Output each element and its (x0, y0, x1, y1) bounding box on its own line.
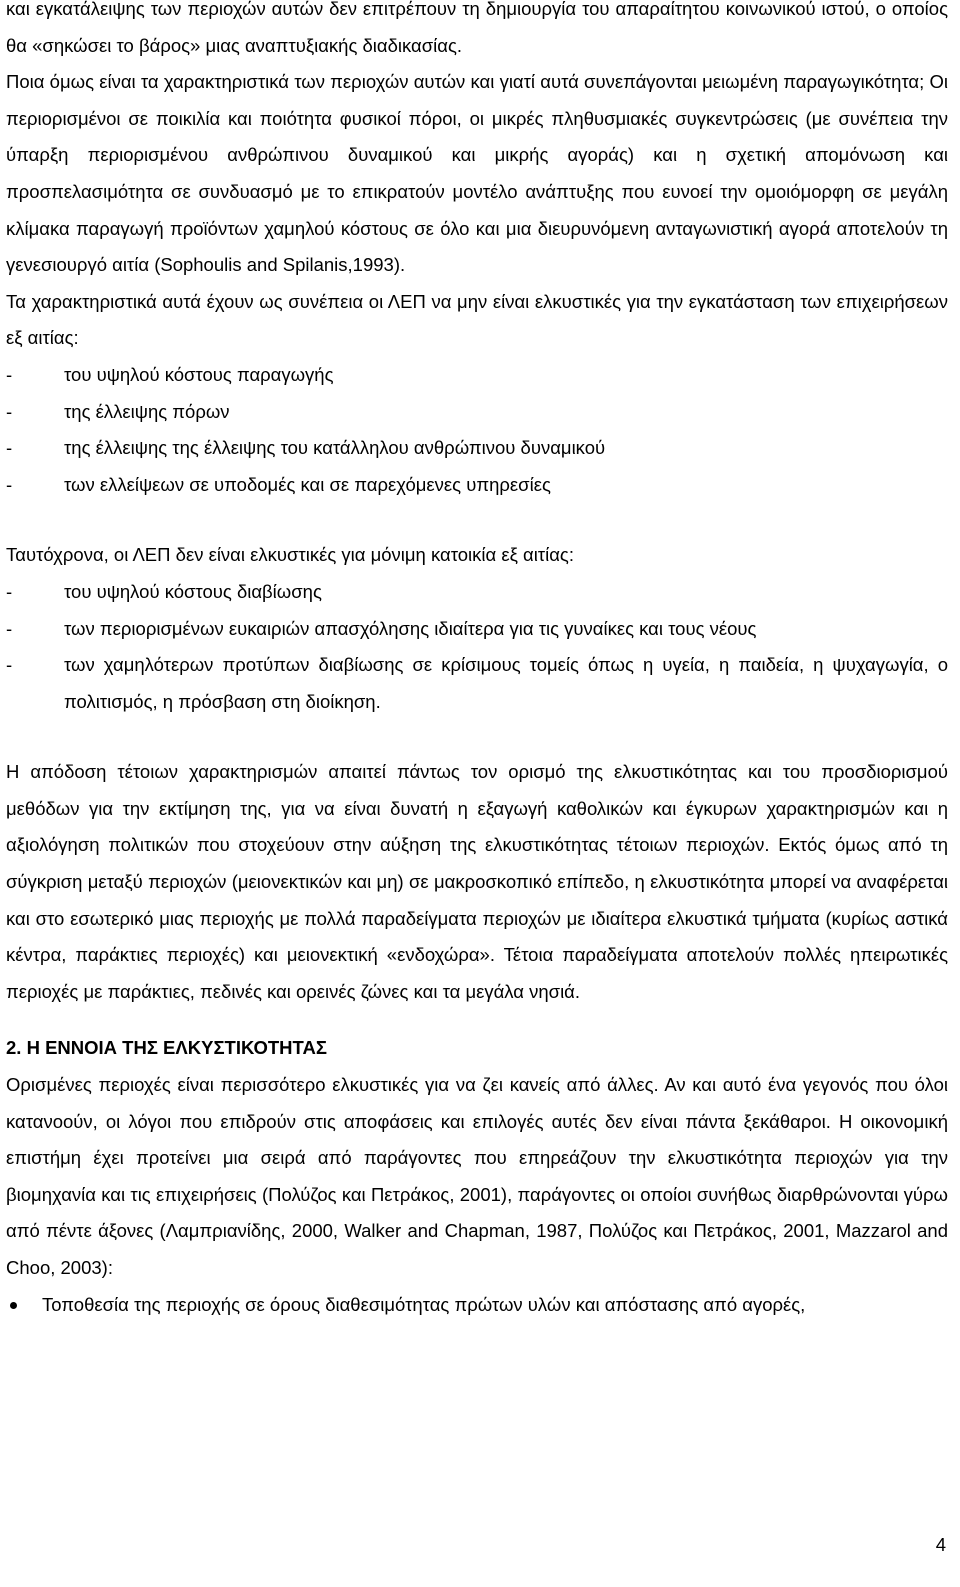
list-residence-reasons (6, 574, 948, 720)
page-number: 4 (935, 1534, 946, 1555)
list-item-text: Τοποθεσία της περιοχής σε όρους διαθεσιμότητας πρώτων υλών και απόστασης από αγορές, (42, 1293, 806, 1315)
paragraph-attractiveness-definition: Η απόδοση τέτοιων χαρακτηρισμών απαιτεί πάντως τον ορισμό της ελκυστικότητας και του προσδιορισμού μεθόδων για την εκτίμηση της, για να είναι δυνατή η εξαγωγή καθολικών και έγκυρων χαρακτηρισμών και η αξιολόγηση πολιτικών που στοχεύουν στην αύξηση της ελκυστικότητας τέτοιων περιοχών. Εκτός όμως από τη σύγκριση μεταξύ περιοχών (μειονεκτικών και μη) σε μακροσκοπικό επίπεδο, η ελκυστικότητα μπορεί να αναφέρεται και στο εσωτερικό μιας περιοχής με πολλά παραδείγματα περιοχών με ιδιαίτερα ελκυστικά τμήματα (κυρίως αστικά κέντρα, παράκτιες περιοχές) και μειονεκτική «ενδοχώρα». Τέτοια παραδείγματα αποτελούν πολλές ηπειρωτικές περιοχές με παράκτιες, πεδινές και ορεινές ζώνες και τα μεγάλα νησιά. (6, 761, 948, 1002)
spacer (6, 1010, 948, 1030)
list-business-reasons (6, 357, 948, 503)
list-item: - των χαμηλότερων προτύπων διαβίωσης σε κρίσιμους τομείς όπως η υγεία, η παιδεία, η ψυχαγωγία, ο πολιτισμός, η πρόσβαση στη διοίκηση. (6, 647, 948, 720)
section-heading: 2. Η ΕΝΝΟΙΑ ΤΗΣ ΕΛΚΥΣΤΙΚΟΤΗΤΑΣ (6, 1037, 327, 1059)
list-item: - της έλλειψης της έλλειψης του κατάλληλου ανθρώπινου δυναμικού (6, 430, 948, 467)
list-item (6, 1287, 948, 1324)
bullet-list-factors (6, 1287, 948, 1324)
list-item: - των ελλείψεων σε υποδομές και σε παρεχόμενες υπηρεσίες (6, 467, 948, 504)
paragraph-business-consequences: Τα χαρακτηριστικά αυτά έχουν ως συνέπεια οι ΛΕΠ να μην είναι ελκυστικές για την εγκατάσταση των επιχειρήσεων εξ αιτίας: (6, 290, 948, 349)
paragraph-attractiveness-factors: Ορισμένες περιοχές είναι περισσότερο ελκυστικές για να ζει κανείς από άλλες. Αν και αυτό ένα γεγονός που όλοι κατανοούν, οι λόγοι που επιδρούν στις αποφάσεις και επιλογές αυτές δεν είναι πάντα ξεκάθαροι. Η οικονομική επιστήμη έχει προτείνει μια σειρά από παράγοντες που επηρεάζουν την ελκυστικότητα περιοχών για την βιομηχανία και τις επιχειρήσεις (Πολύζος και Πετράκος, 2001), παράγοντες οι οποίοι συνήθως διαρθρώνονται γύρω από πέντε άξονες (Λαμπριανίδης, 2000, Walker and Chapman, 1987, Πολύζος και Πετράκος, 2001, Mazzarol and Choo, 2003): (6, 1074, 948, 1278)
list-item: - της έλλειψης πόρων (6, 394, 948, 431)
paragraph-characteristics: Ποια όμως είναι τα χαρακτηριστικά των περιοχών αυτών και γιατί αυτά συνεπάγονται μειωμένη παραγωγικότητα; Οι περιορισμένοι σε ποικιλία και ποιότητα φυσικοί πόροι, οι μικρές πληθυσμιακές συγκεντρώσεις (με συνέπεια την ύπαρξη περιορισμένου ανθρώπινου δυναμικού και μικρής αγοράς) και η σχετική απομόνωση και προσπελασιμότητα σε συνδυασμό με το επικρατούν μοντέλο ανάπτυξης που ευνοεί την ομοιόμορφη σε μεγάλη κλίμακα παραγωγή προϊόντων χαμηλού κόστους σε όλο και μια διευρυνόμενη ανταγωνιστική αγορά αποτελούν τη γενεσιουργό αιτία (Sophoulis and Spilanis,1993). (6, 71, 948, 276)
list-item: - των περιορισμένων ευκαιριών απασχόλησης ιδιαίτερα για τις γυναίκες και τους νέους (6, 611, 948, 648)
list-item: - του υψηλού κόστους διαβίωσης (6, 574, 948, 611)
paragraph-residence-intro: Ταυτόχρονα, οι ΛΕΠ δεν είναι ελκυστικές για μόνιμη κατοικία εξ αιτίας: (6, 544, 574, 566)
bullet-icon (10, 1302, 17, 1309)
paragraph-intro-continuation: και εγκατάλειψης των περιοχών αυτών δεν επιτρέπουν τη δημιουργία του απαραίτητου κοινωνικού ιστού, ο οποίος θα «σηκώσει το βάρος» μιας αναπτυξιακής διαδικασίας. (6, 0, 948, 56)
spacer (6, 503, 948, 537)
spacer (6, 720, 948, 754)
list-item: - του υψηλού κόστους παραγωγής (6, 357, 948, 394)
